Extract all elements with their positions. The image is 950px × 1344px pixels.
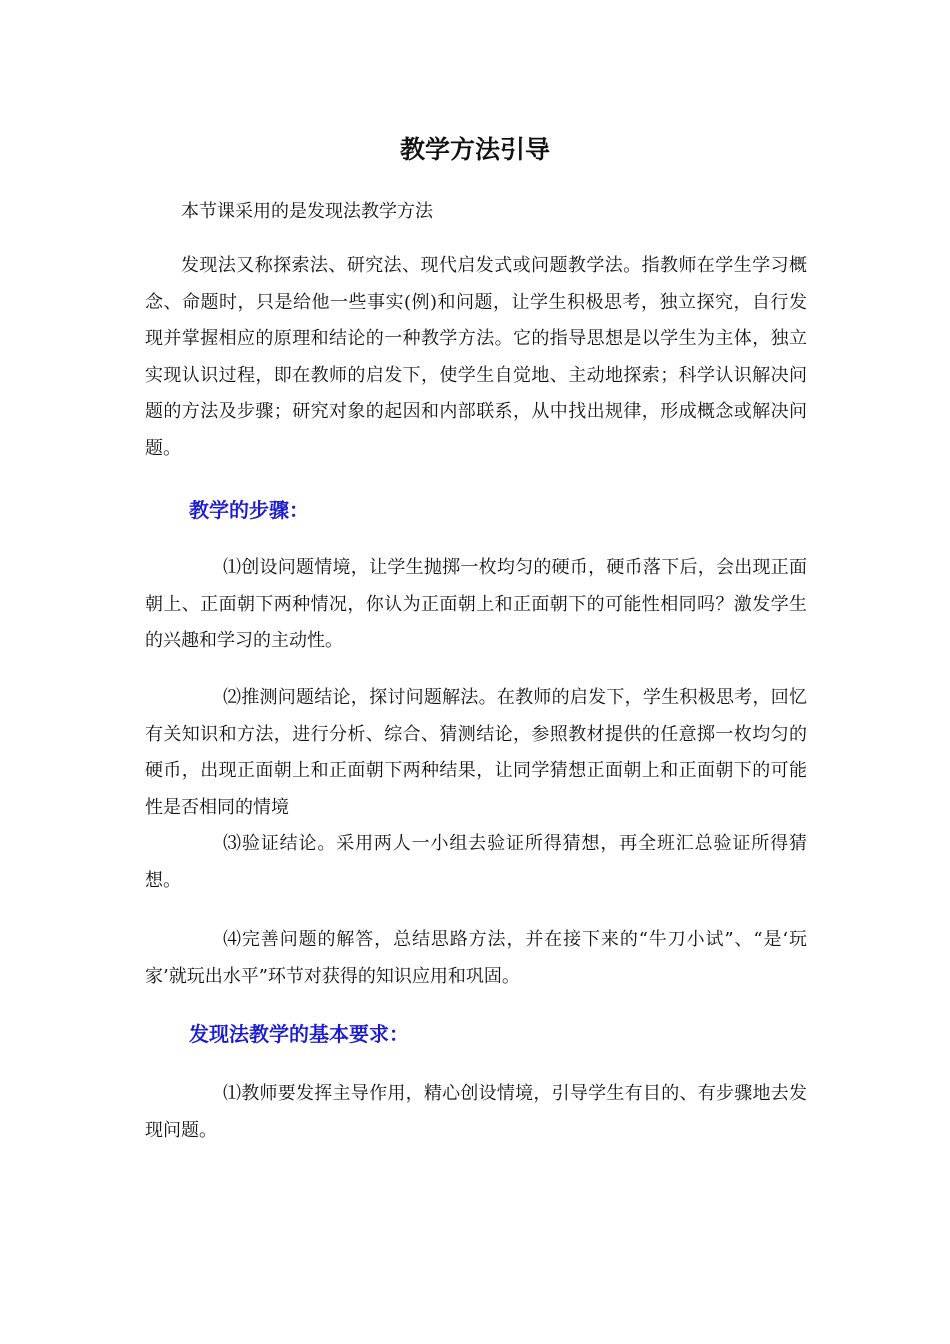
requirements-heading: 发现法教学的基本要求： <box>189 1022 409 1046</box>
step-item-2: ⑵推测问题结论，探讨问题解法。在教师的启发下，学生积极思考，回忆有关知识和方法，进行分析、综合、猜测结论，参照教材提供的任意掷一枚均匀的硬币，出现正面朝上和正面朝下两种结果，让同学猜想正面朝上和正面朝下的可能性是否相同的情境 <box>145 687 807 818</box>
step-item-4: ⑷完善问题的解答，总结思路方法，并在接下来的“牛刀小试”、“是‘玩家’就玩出水平”环节对获得的知识应用和巩固。 <box>145 929 807 987</box>
intro-paragraph: 本节课采用的是发现法教学方法 <box>181 201 433 222</box>
document-title: 教学方法引导 <box>399 135 550 164</box>
definition-paragraph: 发现法又称探索法、研究法、现代启发式或问题教学法。指教师在学生学习概念、命题时，只是给他一些事实(例)和问题，让学生积极思考，独立探究，自行发现并掌握相应的原理和结论的一种教学方法。它的指导思想是以学生为主体，独立实现认识过程，即在教师的启发下，使学生自觉地、主动地探索；科学认识解决问题的方法及步骤；研究对象的起因和内部联系，从中找出规律，形成概念或解决问题。 <box>145 255 807 459</box>
step-item-1: ⑴创设问题情境，让学生抛掷一枚均匀的硬币，硬币落下后，会出现正面朝上、正面朝下两种情况，你认为正面朝上和正面朝下的可能性相同吗？激发学生的兴趣和学习的主动性。 <box>145 557 807 651</box>
steps-heading: 教学的步骤： <box>189 498 309 522</box>
requirement-item-1: ⑴教师要发挥主导作用，精心创设情境，引导学生有目的、有步骤地去发现问题。 <box>145 1083 807 1141</box>
step-item-3: ⑶验证结论。采用两人一小组去验证所得猜想，再全班汇总验证所得猜想。 <box>145 833 807 891</box>
